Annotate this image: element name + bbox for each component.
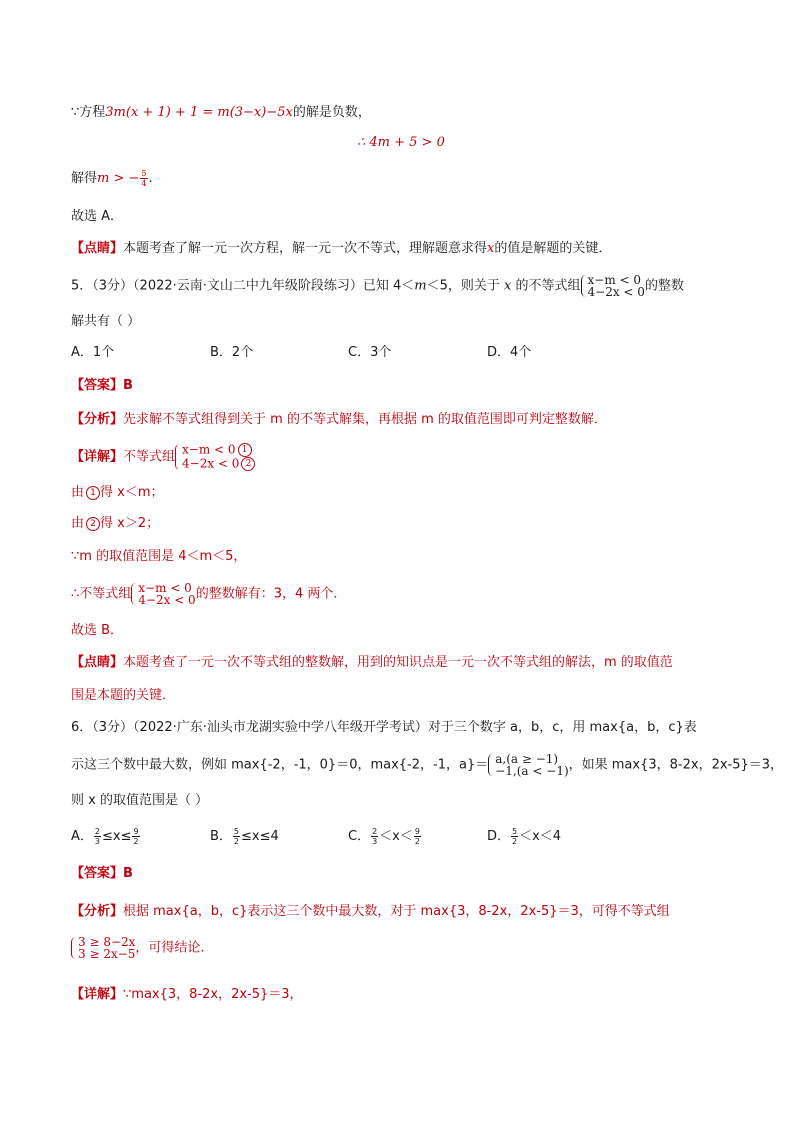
fraction: $\frac{9}{2}$	[414, 827, 420, 846]
fraction: $\frac{5}{2}$	[512, 827, 518, 846]
q6-stem-line2: 示这三个数中最大数，例如 max{-2，-1，0}＝0，max{-2，-1，a}＝ a,(a ≥ −1) −1,(a < −1) ，如果 max{3，8-2x，2x-5}＝3，	[71, 752, 784, 778]
comment-tag: 【点睛】	[71, 655, 124, 670]
q6-option-d: D． $\frac{5}{2}$ ＜x＜4	[487, 827, 562, 846]
q5-detail-line: 【详解】不等式组 x−m < 0 1 4−2x < 0 2	[71, 443, 255, 471]
q4-inequality-line: ∴ 4m + 5 > 0	[357, 135, 445, 150]
q5-option-b: B．2个	[210, 345, 254, 360]
q6-detail-line: 【详解】∵max{3，8-2x，2x-5}＝3，	[71, 987, 303, 1002]
q4-equation: 3m(x + 1) + 1 = m(3−x)−5x	[105, 105, 293, 120]
q4-comment-line: 【点睛】本题考查了解一元一次方程，解一元一次不等式，理解题意求得x的值是解题的关键．	[71, 241, 612, 256]
piecewise-definition: a,(a ≥ −1) −1,(a < −1)	[488, 753, 568, 777]
q6-answer-line	[71, 864, 133, 884]
fraction: $\frac{2}{3}$	[372, 827, 378, 846]
q6-option-c: C． $\frac{2}{3}$ ＜x＜ $\frac{9}{2}$	[348, 827, 420, 846]
q6-analysis-line: 【分析】根据 max{a，b，c}表示这三个数中最大数，对于 max{3，8-2x，2x-5}＝3，可得不等式组	[71, 904, 670, 919]
q5-analysis-line: 【分析】先求解不等式组得到关于 m 的不等式解集，再根据 m 的取值范围即可判定整数解．	[71, 412, 607, 427]
q6-stem-line3: 则 x 的取值范围是（ ）	[71, 793, 209, 808]
q6-analysis-system: 3 ≥ 8−2x 3 ≥ 2x−5 ，可得结论.	[71, 936, 205, 960]
answer-tag: 【答案】	[71, 378, 124, 393]
q4-condition-line: ∵方程3m(x + 1) + 1 = m(3−x)−5x的解是负数，	[71, 105, 371, 120]
q5-stem-line: 5．（3分）（2022·云南·文山二中九年级阶段练习）已知 4＜m＜5，则关于 x 的不等式组 x−m < 0 4−2x < 0 的整数	[71, 273, 684, 299]
fraction: $\frac{5}{2}$	[233, 827, 240, 846]
analysis-tag: 【分析】	[71, 904, 124, 919]
inequality-system: x−m < 0 4−2x < 0	[131, 582, 195, 606]
fraction: $\frac{5}{4}$	[141, 169, 147, 188]
detail-tag: 【详解】	[71, 987, 124, 1002]
q5-step4: ∴不等式组 x−m < 0 4−2x < 0 的整数解有：3，4 两个．	[71, 581, 347, 607]
q5-comment-line2: 围是本题的关键．	[71, 688, 176, 703]
analysis-tag: 【分析】	[71, 412, 124, 427]
inequality-system: x−m < 0 4−2x < 0	[581, 274, 645, 298]
q5-option-d: D．4个	[487, 345, 532, 360]
q6-stem-line1: 6．（3分）（2022·广东·汕头市龙湖实验中学八年级开学考试）对于三个数字 a，b，c，用 max{a，b，c}表	[71, 720, 697, 735]
q4-solution-line: 解得m > − $\frac{5}{4}$ .	[71, 169, 153, 188]
q5-option-c: C．3个	[348, 345, 392, 360]
q5-answer-line	[71, 376, 133, 396]
q5-step1: 由 1 得 x＜m；	[71, 485, 164, 500]
q5-stem-cont: 解共有（ ）	[71, 314, 141, 329]
q4-choose-line: 故选 A．	[71, 209, 124, 224]
q5-option-a: A．1个	[71, 345, 115, 360]
inequality-system: 3 ≥ 8−2x 3 ≥ 2x−5	[71, 936, 135, 960]
q6-option-a: A． $\frac{2}{3}$ ≤x≤ $\frac{9}{2}$	[71, 827, 139, 846]
q5-step3: ∵m 的取值范围是 4＜m＜5，	[71, 549, 247, 564]
detail-tag: 【详解】	[71, 449, 124, 465]
answer-tag: 【答案】	[71, 866, 124, 881]
circle-1-icon: 1	[238, 443, 252, 457]
q6-option-b: B． $\frac{5}{2}$ ≤x≤4	[210, 827, 279, 846]
circle-2-icon: 2	[241, 457, 255, 471]
inequality-system: x−m < 0 1 4−2x < 0 2	[175, 443, 255, 471]
q5-comment-line1: 【点睛】本题考查了一元一次不等式组的整数解，用到的知识点是一元一次不等式组的解法，m 的取值范	[71, 655, 673, 670]
answer-value: B	[123, 866, 133, 881]
fraction: $\frac{2}{3}$	[94, 827, 100, 846]
fraction: $\frac{9}{2}$	[133, 827, 139, 846]
comment-tag: 【点睛】	[71, 241, 124, 256]
answer-value: B	[123, 378, 133, 393]
q5-step2: 由 2 得 x＞2；	[71, 516, 160, 531]
q5-choose: 故选 B．	[71, 623, 124, 638]
circle-1-icon: 1	[86, 486, 100, 500]
circle-2-icon: 2	[86, 517, 100, 531]
